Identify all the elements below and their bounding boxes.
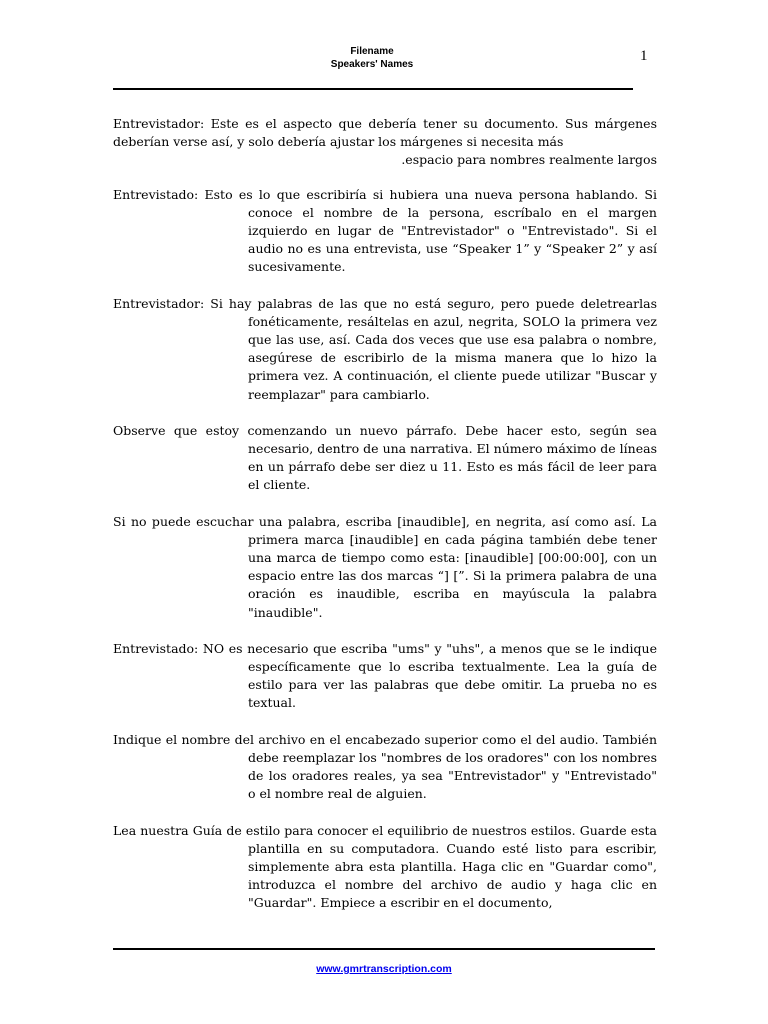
page-header bbox=[272, 45, 472, 71]
page-footer bbox=[0, 963, 768, 975]
document-body bbox=[113, 115, 657, 931]
page-number: 1 bbox=[640, 48, 648, 64]
paragraph-6: Entrevistado: NO es necesario que escriba "ums" y "uhs", a menos que se le indique específicamente que lo escriba textualmente. Lea la guía de estilo para ver las palabras que debe omitir. La prueba no es textual. bbox=[113, 640, 657, 711]
paragraph-1 bbox=[113, 115, 657, 170]
header-speakers: Speakers' Names bbox=[330, 59, 414, 70]
paragraph-2: Entrevistado: Esto es lo que escribiría si hubiera una nueva persona hablando. Si conoce el nombre de la persona, escríbalo en el margen izquierdo en lugar de "Entrevistador" o "Entrevistado". Si el audio no es una entrevista, use “Speaker 1” y “Speaker 2” y así sucesivamente. bbox=[113, 186, 657, 275]
paragraph-4: Observe que estoy comenzando un nuevo párrafo. Debe hacer esto, según sea necesario, dentro de una narrativa. El número máximo de líneas en un párrafo debe ser diez u 11. Esto es más fácil de leer para el cliente. bbox=[113, 422, 657, 493]
paragraph-7: Indique el nombre del archivo en el encabezado superior como el del audio. También debe reemplazar los "nombres de los oradores" con los nombres de los oradores reales, ya sea "Entrevistador" y "Entrevistado" o el nombre real de alguien. bbox=[113, 731, 657, 802]
paragraph-5: Si no puede escuchar una palabra, escriba [inaudible], en negrita, así como así. La primera marca [inaudible] en cada página también debe tener una marca de tiempo como esta: [inaudible] [00:00:00], con un espacio entre las dos marcas “] [”. Si la primera palabra de una oración es inaudible, escriba en mayúscula la palabra "inaudible". bbox=[113, 513, 657, 620]
paragraph-8: Lea nuestra Guía de estilo para conocer el equilibrio de nuestros estilos. Guarde esta plantilla en su computadora. Cuando esté listo para escribir, simplemente abra esta plantilla. Haga clic en "Guardar como", introduzca el nombre del archivo de audio y haga clic en "Guardar". Empiece a escribir en el documento, bbox=[113, 822, 657, 911]
footer-rule bbox=[113, 948, 655, 950]
paragraph-1-text: Entrevistador: Este es el aspecto que debería tener su documento. Sus márgenes deberían verse así, y solo debería ajustar los márgenes si necesita más bbox=[113, 116, 657, 150]
header-rule bbox=[113, 88, 633, 90]
paragraph-1-last-line: .espacio para nombres realmente largos bbox=[401, 152, 657, 168]
header-filename: Filename bbox=[350, 46, 394, 57]
paragraph-3: Entrevistador: Si hay palabras de las que no está seguro, pero puede deletrearlas fonéticamente, resáltelas en azul, negrita, SOLO la primera vez que las use, así. Cada dos veces que use esa palabra o nombre, asegúrese de escribirlo de la misma manera que lo hizo la primera vez. A continuación, el cliente puede utilizar "Buscar y reemplazar" para cambiarlo. bbox=[113, 295, 657, 402]
footer-website-link[interactable]: www.gmrtranscription.com bbox=[316, 963, 452, 975]
